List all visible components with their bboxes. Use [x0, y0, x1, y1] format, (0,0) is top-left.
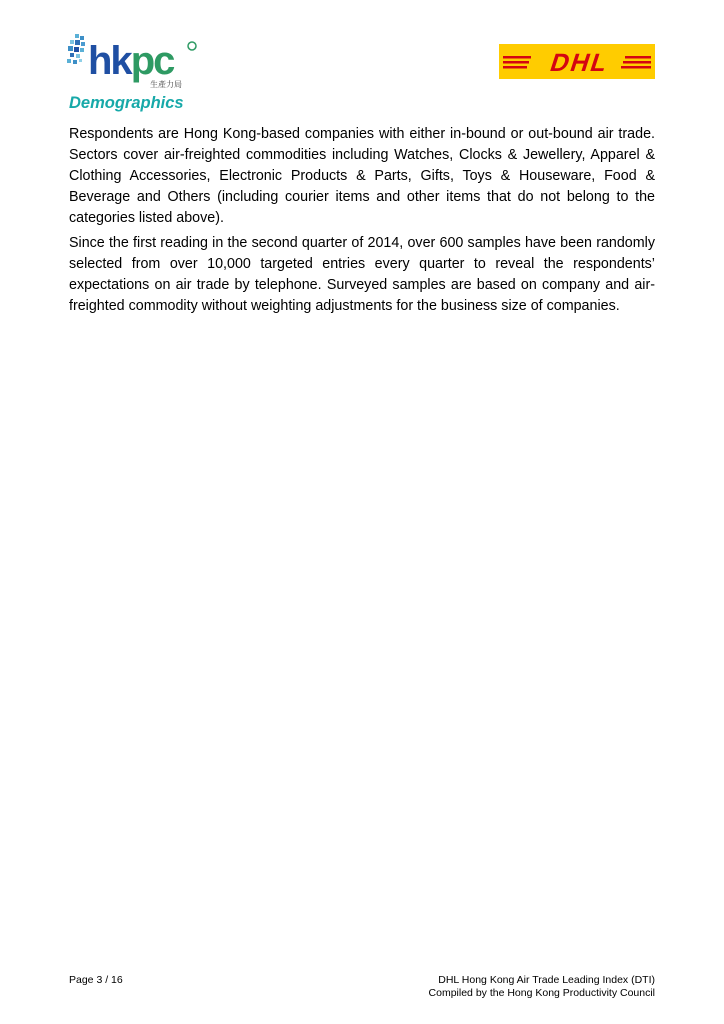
hkpc-chinese-name: 生產力局: [150, 80, 182, 89]
registered-mark-icon: [188, 42, 196, 50]
footer-index-title: DHL Hong Kong Air Trade Leading Index (DTI): [438, 974, 655, 986]
hkpc-logo-text: hkpc: [88, 39, 174, 83]
footer-credits: [429, 974, 655, 1000]
dhl-logo-text: DHL: [546, 49, 613, 77]
footer-compiled-by: Compiled by the Hong Kong Productivity Council: [428, 987, 655, 999]
paragraph-sampling: Since the first reading in the second quarter of 2014, over 600 samples have been randomly selected from over 10,000 targeted entries every quarter to reveal the respondents’ expectations on air trade by telephone. Surveyed samples are based on company and air-freighted commodity without weighting adjustments for the business size of companies.: [69, 235, 655, 314]
dhl-logo: [499, 44, 655, 79]
page-number: Page 3 / 16: [69, 974, 123, 986]
paragraph-respondents: Respondents are Hong Kong-based companies with either in-bound or out-bound air trade. Sectors cover air-freighted commodities including Watches, Clocks & Jewellery, Apparel & Clothing Accessories, Electronic Products & Parts, Gifts, Toys & Houseware, Food & Beverage and Others (including courier items and other items that do not belong to the categories listed above).: [69, 126, 655, 226]
hkpc-pixel-icon: [67, 34, 85, 64]
hkpc-logo: [66, 32, 200, 92]
section-title: Demographics: [69, 94, 184, 112]
